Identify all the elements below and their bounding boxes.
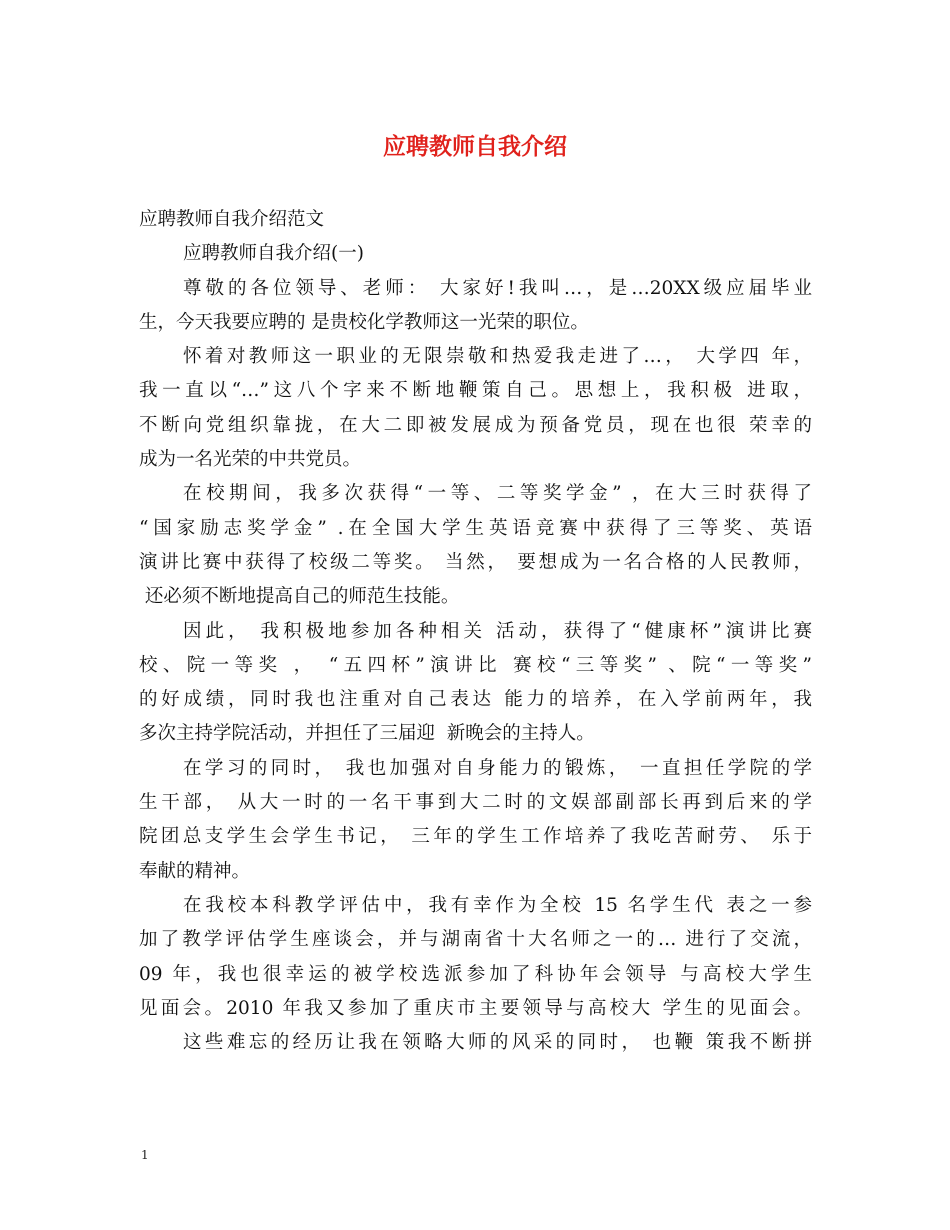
body-line: 奉献的精神。 [139,860,251,882]
body-line: 我一直以“…”这八个字来不断地鞭策自己。思想上，我积极 进取， [139,380,812,402]
body-line: 应聘教师自我介绍(一) [183,243,364,265]
body-line: 演讲比赛中获得了校级二等奖。 当然， 要想成为一名合格的人民教师， [139,551,812,573]
body-line: 院团总支学生会学生书记， 三年的学生工作培养了我吃苦耐劳、 乐于 [139,826,812,848]
body-line: 成为一名光荣的中共党员。 [139,449,362,471]
body-line: 怀着对教师这一职业的无限崇敬和热爱我走进了…， 大学四 年， [183,346,812,368]
body-line: 这些难忘的经历让我在领略大师的风采的同时， 也鞭 策我不断拼 [183,1032,812,1054]
body-line: 在我校本科教学评估中，我有幸作为全校 15 名学生代 表之一参 [183,894,812,916]
body-line: 生，今天我要应聘的 是贵校化学教师这一光荣的职位。 [139,311,589,333]
body-line: 在校期间，我多次获得“一等、二等奖学金” ，在大三时获得了 [183,483,812,505]
body-line: 生干部， 从大一时的一名干事到大二时的文娱部副部长再到后来的学 [139,792,812,814]
body-line: “国家励志奖学金” .在全国大学生英语竞赛中获得了三等奖、英语 [139,517,812,539]
body-line: 因此， 我积极地参加各种相关 活动，获得了“健康杯”演讲比赛 [183,620,812,642]
body-line: 校、院一等奖 ， “五四杯”演讲比 赛校“三等奖” 、院“一等奖” [139,654,812,676]
body-line: 还必须不断地提高自己的师范生技能。 [139,586,460,608]
body-line: 在学习的同时， 我也加强对自身能力的锻炼， 一直担任学院的学 [183,757,812,779]
body-line: 应聘教师自我介绍范文 [139,209,325,230]
body-line: 加了教学评估学生座谈会，并与湖南省十大名师之一的… 进行了交流， [139,929,812,951]
body-line: 尊敬的各位领导、老师： 大家好!我叫…，是…20XX级应届毕业 [183,277,812,299]
document-title: 应聘教师自我介绍 [383,134,567,160]
body-line: 09 年，我也很幸运的被学校选派参加了科协年会领导 与高校大学生 [139,963,812,985]
body-line: 不断向党组织靠拢，在大二即被发展成为预备党员，现在也很 荣幸的 [139,414,812,436]
body-line: 见面会。2010 年我又参加了重庆市主要领导与高校大 学生的见面会。 [139,997,812,1019]
body-line: 多次主持学院活动，并担任了三届迎 新晚会的主持人。 [139,723,595,745]
page-number: 1 [141,1148,149,1162]
document-body [139,203,812,1060]
body-line: 的好成绩，同时我也注重对自己表达 能力的培养，在入学前两年，我 [139,689,812,711]
